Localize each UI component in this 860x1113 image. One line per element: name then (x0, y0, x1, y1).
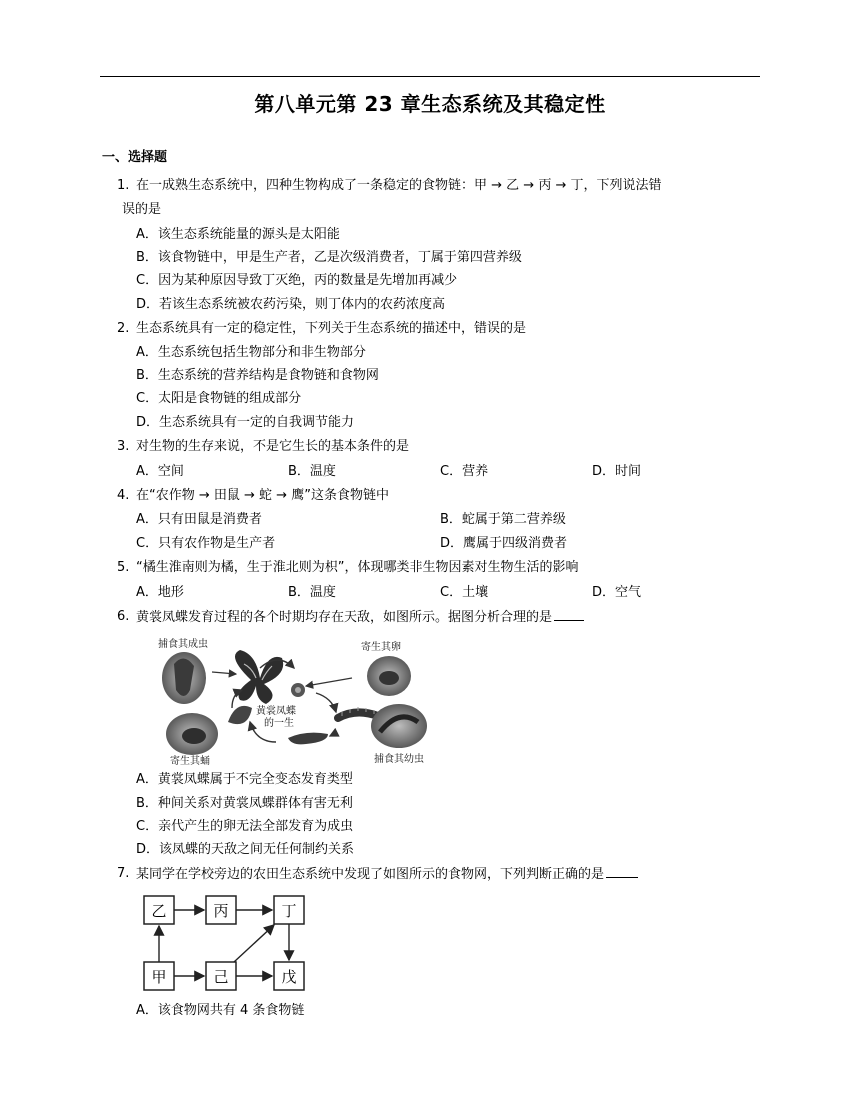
question-4-option-b: B．蛇属于第二营养级 (440, 512, 566, 527)
page-title: 第八单元第 23 章生态系统及其稳定性 (254, 92, 606, 116)
question-3-option-a: A．空间 (136, 464, 184, 479)
question-4-option-c: C．只有农作物是生产者 (136, 536, 276, 551)
question-2-stem: 生态系统具有一定的稳定性，下列关于生态系统的描述中，错误的是 (136, 321, 527, 336)
question-3-option-b: B．温度 (288, 464, 336, 479)
question-2-option-a: A．生态系统包括生物部分和非生物部分 (136, 345, 366, 360)
question-2-option-d: D．生态系统具有一定的自我调节能力 (136, 415, 355, 430)
question-6-option-b: B．种间关系对黄裳凤蝶群体有害无利 (136, 796, 353, 811)
question-5-option-c: C．土壤 (440, 585, 489, 600)
question-6-number: 6. (117, 609, 130, 624)
question-7-number: 7. (117, 866, 130, 881)
question-3-stem: 对生物的生存来说，不是它生长的基本条件的是 (136, 439, 410, 454)
pupa-icon (288, 733, 328, 745)
question-5-stem: “橘生淮南则为橘，生于淮北则为枳”，体现哪类非生物因素对生物生活的影响 (136, 560, 579, 575)
node-ji-label: 己 (213, 968, 229, 986)
question-4-option-a: A．只有田鼠是消费者 (136, 512, 262, 527)
question-1-option-b: B．该食物链中，甲是生产者，乙是次级消费者，丁属于第四营养级 (136, 250, 522, 265)
question-3-option-d: D．时间 (592, 464, 642, 479)
question-2-option-c: C．太阳是食物链的组成部分 (136, 391, 302, 406)
question-1-number: 1. (117, 178, 130, 193)
question-1-option-d: D．若该生态系统被农药污染，则丁体内的农药浓度高 (136, 297, 446, 312)
label-center-2: 的一生 (264, 718, 294, 729)
node-jia-label: 甲 (151, 968, 167, 986)
question-4-number: 4. (117, 488, 130, 503)
question-3-option-c: C．营养 (440, 464, 489, 479)
label-parasite-egg: 寄生其卵 (361, 642, 401, 653)
question-2-number: 2. (117, 321, 130, 336)
question-6-option-c: C．亲代产生的卵无法全部发育为成虫 (136, 819, 354, 834)
question-6-option-d: D．该凤蝶的天敌之间无任何制约关系 (136, 842, 355, 857)
question-7-stem (136, 865, 638, 884)
question-4-option-d: D．鹰属于四级消费者 (440, 536, 568, 551)
question-1-stem-cont: 误的是 (122, 202, 162, 217)
label-prey-adult: 捕食其成虫 (158, 639, 208, 650)
question-2-option-b: B．生态系统的营养结构是食物链和食物网 (136, 368, 379, 383)
answer-blank[interactable] (554, 608, 584, 621)
question-7-stem-text: 某同学在学校旁边的农田生态系统中发现了如图所示的食物网，下列判断正确的是 (136, 867, 605, 882)
label-center-1: 黄裳凤蝶 (256, 706, 296, 717)
question-1-option-a: A．该生态系统能量的源头是太阳能 (136, 227, 340, 242)
question-7-option-a: A．该食物网共有 4 条食物链 (136, 1003, 305, 1018)
node-wu-label: 戊 (281, 968, 297, 986)
question-6-option-a: A．黄裳凤蝶属于不完全变态发育类型 (136, 772, 353, 787)
node-yi-label: 乙 (151, 902, 167, 920)
question-4-stem: 在“农作物 → 田鼠 → 蛇 → 鹰”这条食物链中 (136, 488, 389, 503)
butterfly-lifecycle-figure (156, 638, 440, 766)
section-heading: 一、选择题 (102, 150, 168, 165)
caterpillar-icon (338, 712, 378, 718)
question-6-stem (136, 608, 584, 627)
node-bing-label: 丙 (213, 902, 229, 920)
question-1-stem: 在一成熟生态系统中，四种生物构成了一条稳定的食物链：甲 → 乙 → 丙 → 丁，下列说法错 (136, 178, 662, 193)
node-ding-label: 丁 (281, 902, 297, 920)
question-5-number: 5. (117, 560, 130, 575)
larva-predator-photo (371, 704, 427, 748)
arrow-ji-ding (234, 925, 274, 962)
top-rule (100, 76, 760, 77)
label-parasite-pupa: 寄生其蛹 (170, 756, 210, 766)
question-5-option-b: B．温度 (288, 585, 336, 600)
food-web-diagram (134, 892, 314, 996)
answer-blank[interactable] (606, 865, 638, 878)
question-5-option-a: A．地形 (136, 585, 184, 600)
question-5-option-d: D．空气 (592, 585, 642, 600)
adult-butterfly-icon (235, 650, 283, 704)
question-6-stem-text: 黄裳凤蝶发育过程的各个时期均存在天敌，如图所示。据图分析合理的是 (136, 610, 553, 625)
label-prey-larva: 捕食其幼虫 (374, 754, 424, 765)
question-1-option-c: C．因为某种原因导致丁灭绝，丙的数量是先增加再减少 (136, 273, 458, 288)
question-3-number: 3. (117, 439, 130, 454)
